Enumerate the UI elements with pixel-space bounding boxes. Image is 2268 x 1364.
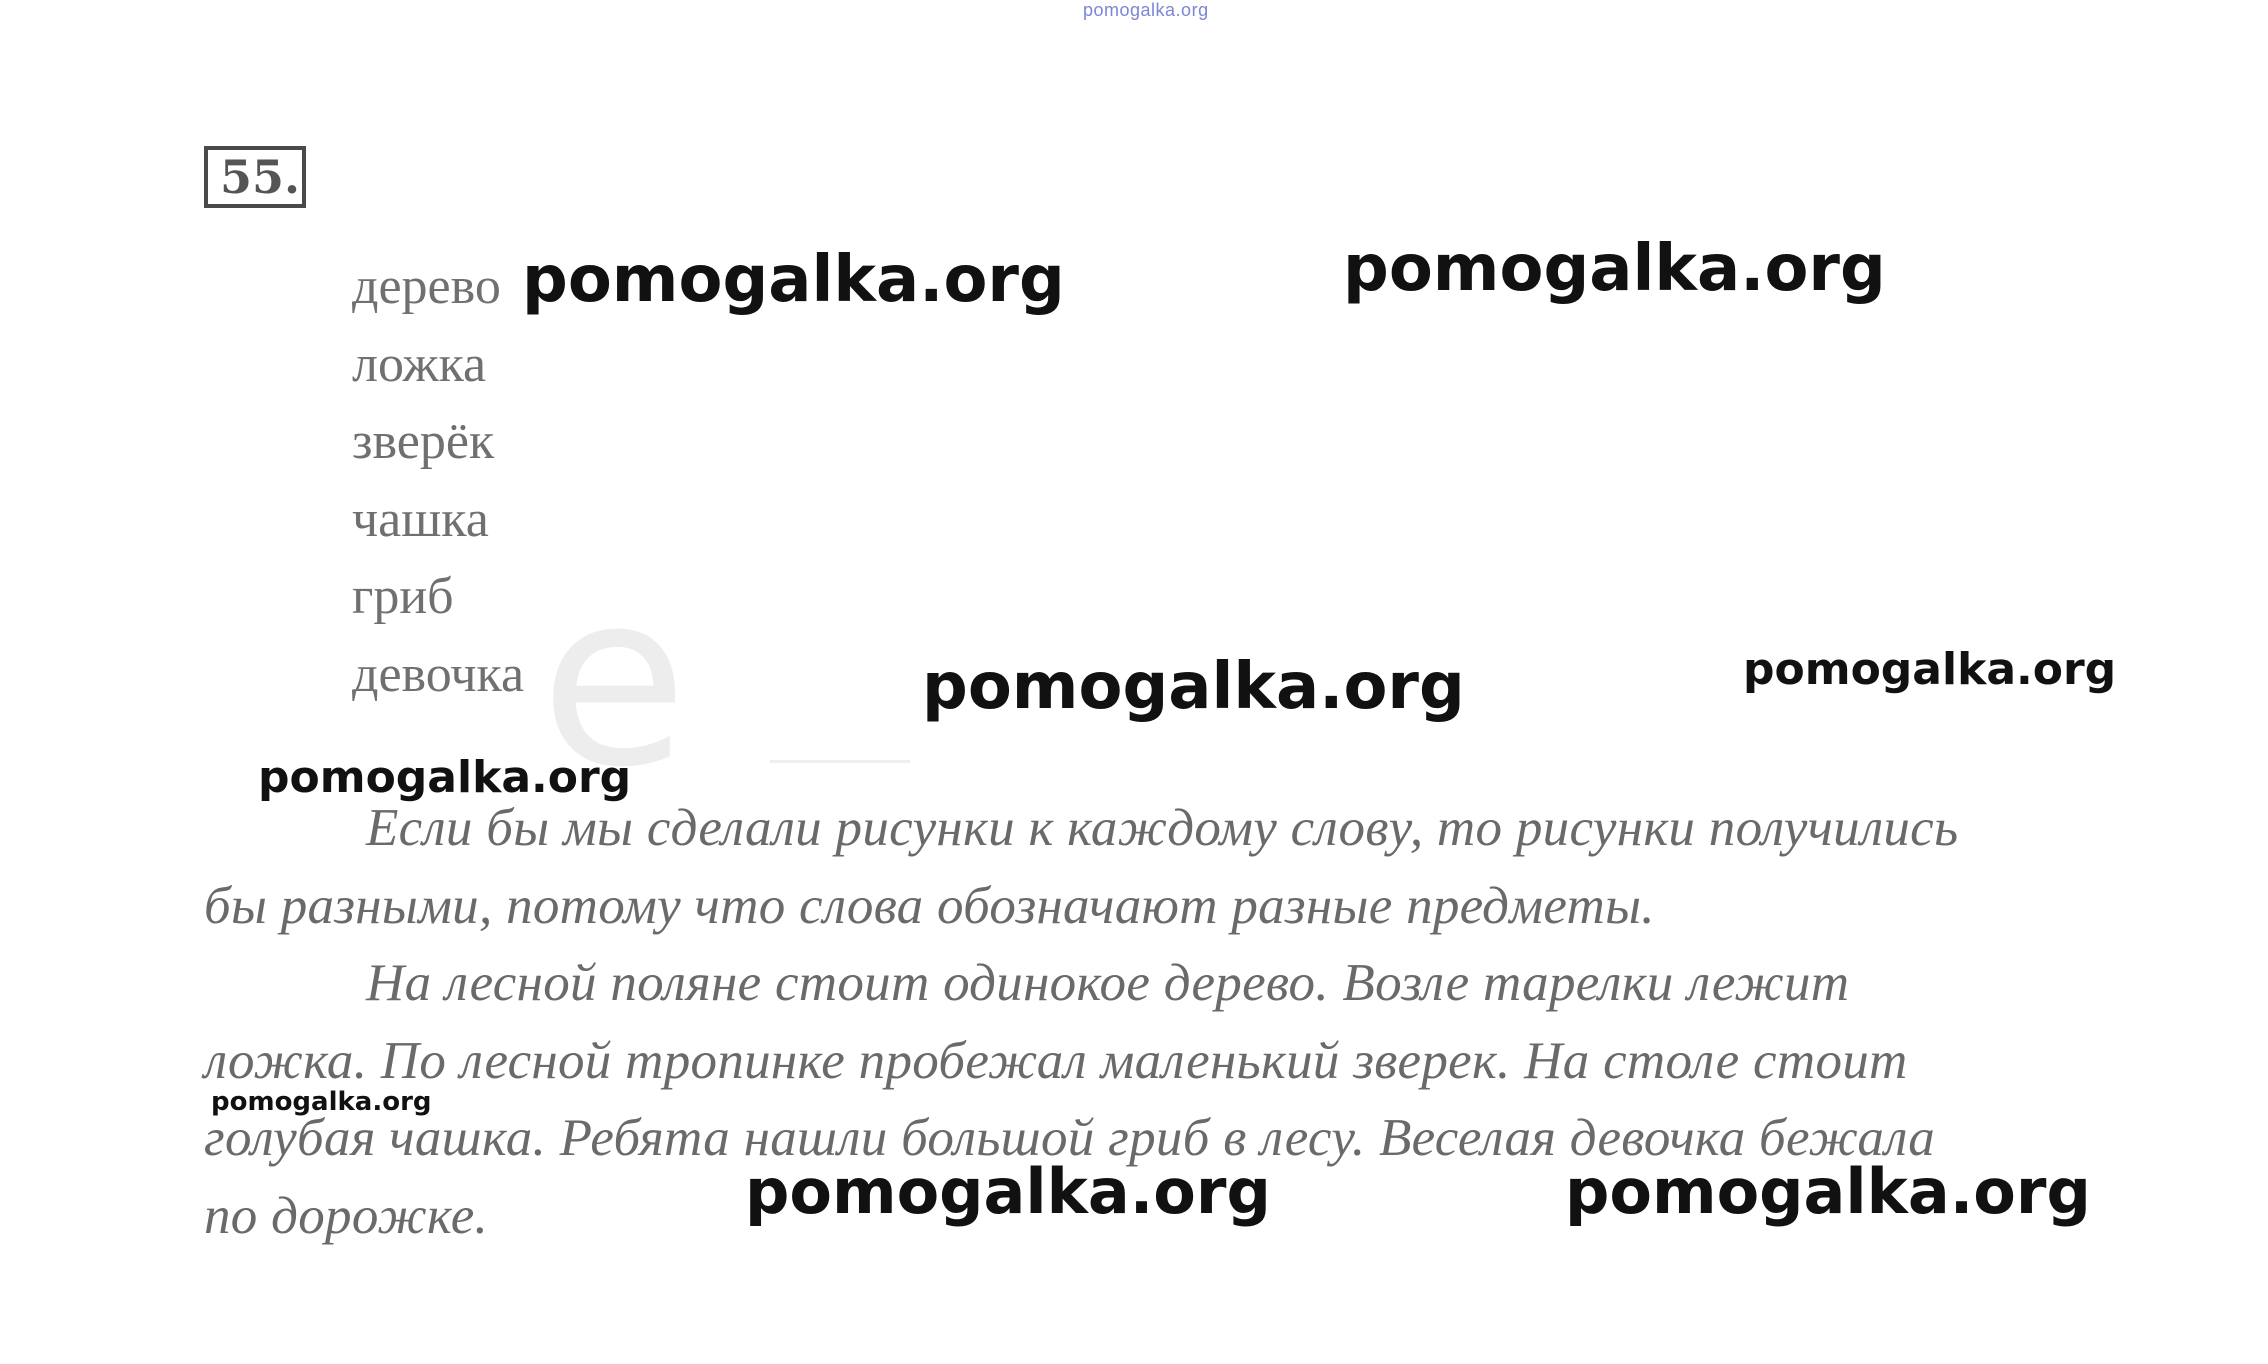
word-item: девочка <box>352 645 525 703</box>
ghost-line-decoration <box>770 760 910 763</box>
word-item: ложка <box>352 335 487 393</box>
watermark: pomogalka.org <box>1743 644 2117 695</box>
paragraph-sentences: На лесной поляне стоит одинокое дерево. Возле тарелки лежит ложка. По лесной тропинке пробежал маленький зверек. На столе стоит голубая чашка. Ребята нашли большой гриб в лесу. Веселая девочка бежала по дорожке. <box>204 954 1936 1245</box>
word-item: чашка <box>352 490 489 548</box>
watermark: pomogalka.org <box>258 752 632 803</box>
word-item: гриб <box>352 568 454 625</box>
paragraph-explanation: Если бы мы сделали рисунки к каждому слову, то рисунки получились бы разными, потому что слова обозначают разные предметы. <box>204 799 1959 935</box>
watermark: pomogalka.org <box>522 243 1065 317</box>
watermark: pomogalka.org <box>211 1087 432 1117</box>
watermark: pomogalka.org <box>745 1155 1271 1228</box>
ghost-letter-decoration: е <box>540 540 688 820</box>
watermark: pomogalka.org <box>1343 232 1886 306</box>
word-item: дерево <box>352 258 501 315</box>
watermark: pomogalka.org <box>922 650 1465 724</box>
word-list <box>352 248 524 713</box>
task-number-badge: 55. <box>204 146 306 208</box>
word-item: зверёк <box>352 413 495 470</box>
watermark: pomogalka.org <box>1565 1155 2091 1228</box>
header-watermark: pomogalka.org <box>1083 0 1209 20</box>
